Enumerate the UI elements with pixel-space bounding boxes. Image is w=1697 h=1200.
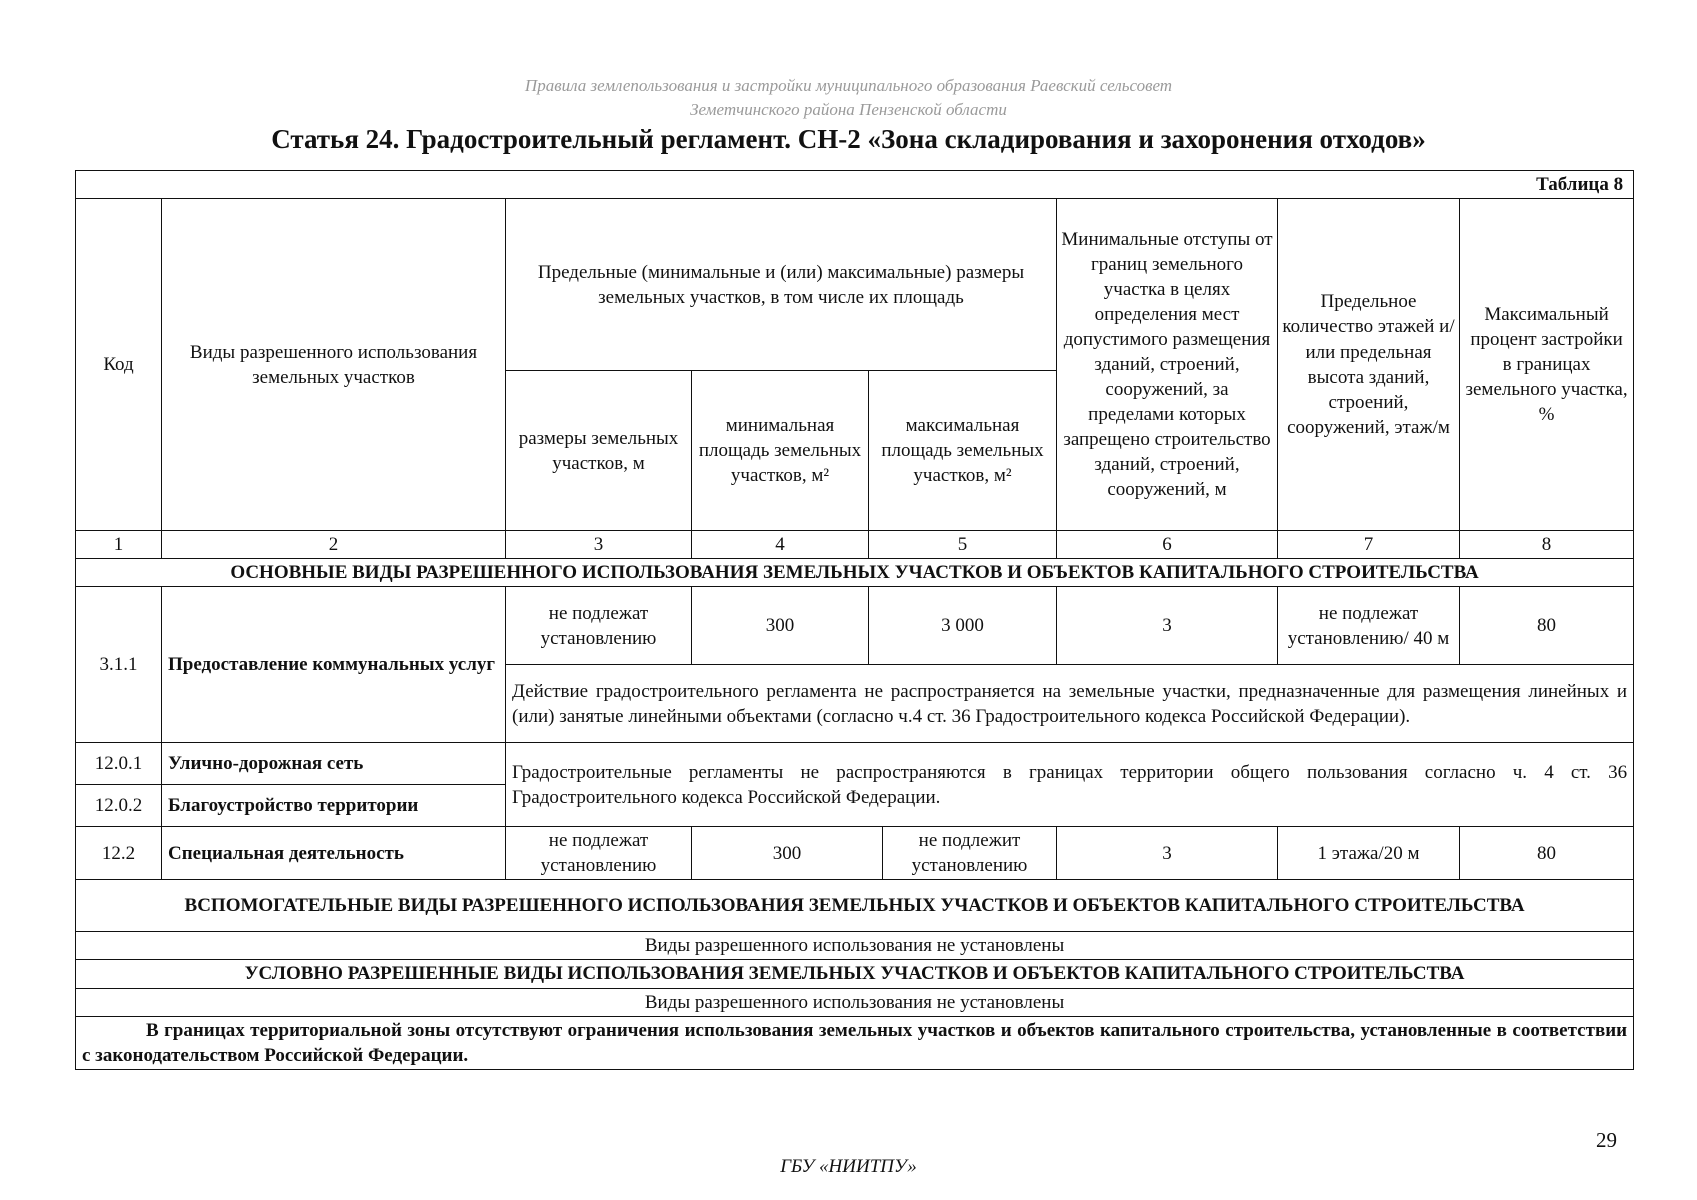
column-number: 5 xyxy=(869,531,1057,559)
column-number: 2 xyxy=(162,531,506,559)
row-name: Благоустройство территории xyxy=(162,785,506,827)
section-cond-heading: УСЛОВНО РАЗРЕШЕННЫЕ ВИДЫ ИСПОЛЬЗОВАНИЯ ЗЕМЕЛЬНЫХ УЧАСТКОВ И ОБЪЕКТОВ КАПИТАЛЬНОГО СТРОИТЕЛЬСТВА xyxy=(76,960,1634,988)
row-coverage: 80 xyxy=(1460,827,1634,880)
article-title: Статья 24. Градостроительный регламент. СН-2 «Зона складирования и захоронения отходов» xyxy=(271,124,1426,154)
row-floors: 1 этажа/20 м xyxy=(1278,827,1460,880)
row-code: 12.0.1 xyxy=(76,743,162,785)
header-code: Код xyxy=(76,199,162,531)
column-number: 3 xyxy=(506,531,692,559)
header-floors: Предельное количество этажей и/или предельная высота зданий, строений, сооружений, этаж/м xyxy=(1278,199,1460,531)
final-note: В границах территориальной зоны отсутствуют ограничения использования земельных участков и объектов капитального строительства, установленные в соответствии с законодательством Российской Федерации. xyxy=(76,1016,1634,1069)
header-coverage: Максимальный процент застройки в границах земельного участка, % xyxy=(1460,199,1634,531)
row-code: 3.1.1 xyxy=(76,587,162,743)
column-numbers-row xyxy=(76,531,1634,559)
row-setbacks: 3 xyxy=(1057,587,1278,665)
row-name: Улично-дорожная сеть xyxy=(162,743,506,785)
regulation-table xyxy=(75,170,1634,1070)
header-max-area: максимальная площадь земельных участков, м² xyxy=(869,371,1057,531)
page-number: 29 xyxy=(1596,1128,1617,1152)
row-max-area: не подлежит установлению xyxy=(883,827,1057,880)
section-main-heading: ОСНОВНЫЕ ВИДЫ РАЗРЕШЕННОГО ИСПОЛЬЗОВАНИЯ ЗЕМЕЛЬНЫХ УЧАСТКОВ И ОБЪЕКТОВ КАПИТАЛЬНОГО СТРОИТЕЛЬСТВА xyxy=(76,559,1634,587)
row-min-area: 300 xyxy=(692,827,883,880)
table-row xyxy=(76,587,1634,665)
row-note: Градостроительные регламенты не распространяются в границах территории общего пользования согласно ч. 4 ст. 36 Градостроительного кодекса Российской Федерации. xyxy=(506,743,1634,827)
column-number: 7 xyxy=(1278,531,1460,559)
column-number: 6 xyxy=(1057,531,1278,559)
footer-organization: ГБУ «НИИТПУ» xyxy=(780,1156,917,1177)
running-header-line1: Правила землепользования и застройки муниципального образования Раевский сельсовет xyxy=(524,76,1173,95)
row-name: Предоставление коммунальных услуг xyxy=(162,587,506,743)
row-max-area: 3 000 xyxy=(869,587,1057,665)
header-plot-size: размеры земельных участков, м xyxy=(506,371,692,531)
row-min-area: 300 xyxy=(692,587,869,665)
row-note: Действие градостроительного регламента не распространяется на земельные участки, предназначенные для размещения линейных и (или) занятые линейными объектами (согласно ч.4 ст. 36 Градостроительного кодекса Российской Федерации). xyxy=(506,665,1634,743)
row-plot-size: не подлежат установлению xyxy=(506,587,692,665)
table-row xyxy=(76,827,1634,880)
header-setbacks: Минимальные отступы от границ земельного участка в целях определения мест допустимого размещения зданий, строений, сооружений, за пределами которых запрещено строительство зданий, строений, сооружений, м xyxy=(1057,199,1278,531)
header-limits-group: Предельные (минимальные и (или) максимальные) размеры земельных участков, в том числе их площадь xyxy=(506,199,1057,371)
row-setbacks: 3 xyxy=(1057,827,1278,880)
header-min-area: минимальная площадь земельных участков, м² xyxy=(692,371,869,531)
row-name: Специальная деятельность xyxy=(162,827,506,880)
row-coverage: 80 xyxy=(1460,587,1634,665)
row-floors: не подлежат установлению/ 40 м xyxy=(1278,587,1460,665)
section-aux-heading: ВСПОМОГАТЕЛЬНЫЕ ВИДЫ РАЗРЕШЕННОГО ИСПОЛЬЗОВАНИЯ ЗЕМЕЛЬНЫХ УЧАСТКОВ И ОБЪЕКТОВ КАПИТАЛЬНОГО СТРОИТЕЛЬСТВА xyxy=(76,880,1634,932)
table-row xyxy=(76,743,1634,785)
aux-note: Виды разрешенного использования не установлены xyxy=(76,932,1634,960)
running-header-line2: Земетчинского района Пензенской области xyxy=(690,100,1007,119)
table-label: Таблица 8 xyxy=(76,171,1634,199)
row-plot-size: не подлежат установлению xyxy=(506,827,692,880)
column-number: 4 xyxy=(692,531,869,559)
row-code: 12.2 xyxy=(76,827,162,880)
row-code: 12.0.2 xyxy=(76,785,162,827)
column-number: 1 xyxy=(76,531,162,559)
column-number: 8 xyxy=(1460,531,1634,559)
cond-note: Виды разрешенного использования не установлены xyxy=(76,988,1634,1016)
header-use-type: Виды разрешенного использования земельных участков xyxy=(162,199,506,531)
